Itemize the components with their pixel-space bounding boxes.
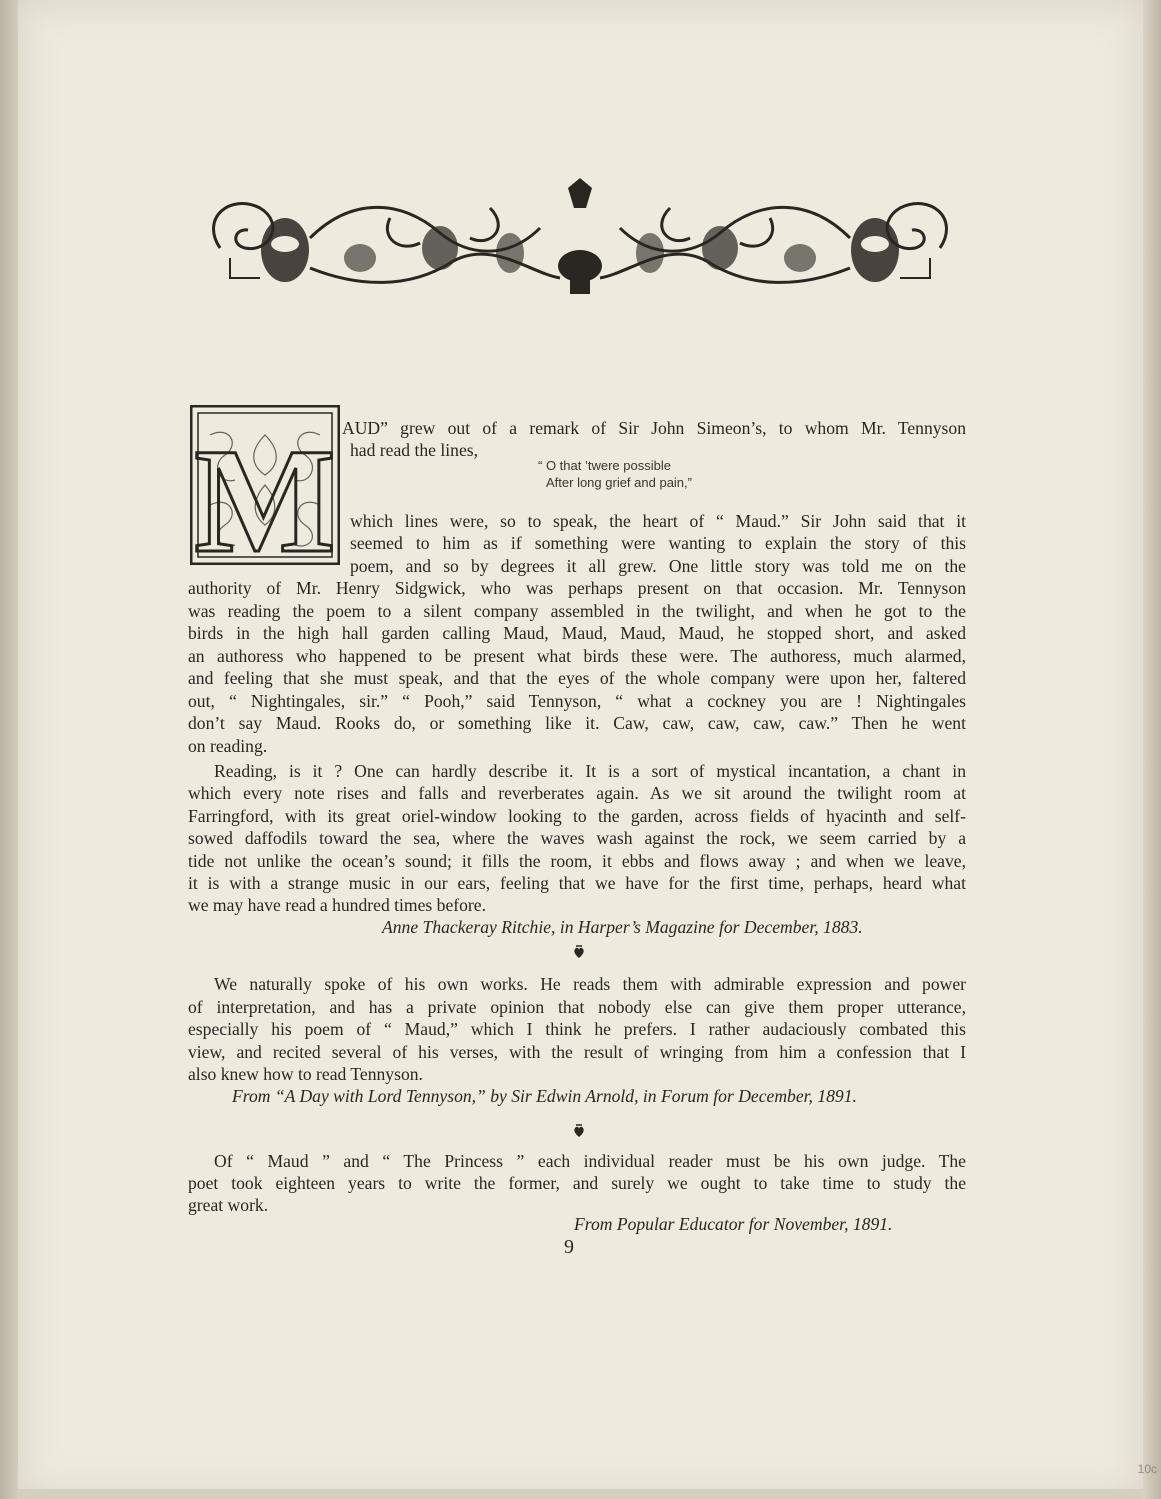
- catalog-mark: 10c: [1137, 1462, 1157, 1476]
- body-text-line: out, “ Nightingales, sir.” “ Pooh,” said Tennyson, “ what a cockney you are ! Nightingales: [188, 691, 966, 711]
- body-text-line: we may have read a hundred times before.: [188, 895, 486, 915]
- body-text-line: Reading, is it ? One can hardly describe it. It is a sort of mystical incantation, a chant in: [214, 761, 966, 781]
- page-edge: [1143, 0, 1161, 1499]
- body-text-line: of interpretation, and has a private opinion that nobody else can give them proper utterance,: [188, 997, 966, 1017]
- citation: From “A Day with Lord Tennyson,” by Sir Edwin Arnold, in Forum for December, 1891.: [232, 1086, 857, 1106]
- body-text-line: and feeling that she must speak, and that the eyes of the whole company were upon her, faltered: [188, 668, 966, 688]
- body-text-line: Of “ Maud ” and “ The Princess ” each individual reader must be his own judge. The: [214, 1151, 966, 1171]
- body-text-line: especially his poem of “ Maud,” which I think he prefers. I rather audaciously combated this: [188, 1019, 966, 1039]
- verse-quotation: [538, 457, 692, 491]
- body-text-line: authority of Mr. Henry Sidgwick, who was perhaps present on that occasion. Mr. Tennyson: [188, 578, 966, 598]
- citation: From Popular Educator for November, 1891.: [574, 1214, 893, 1234]
- page-bottom-edge: [18, 1489, 1143, 1499]
- fleuron-icon: [572, 945, 586, 959]
- body-text-line: view, and recited several of his verses, with the result of wringing from him a confession that I: [188, 1042, 966, 1062]
- body-text-line: great work.: [188, 1195, 269, 1215]
- body-text-line: had read the lines,: [350, 440, 478, 460]
- body-text-line: don’t say Maud. Rooks do, or something like it. Caw, caw, caw, caw, caw.” Then he went: [188, 713, 966, 733]
- body-text-line: birds in the high hall garden calling Maud, Maud, Maud, Maud, he stopped short, and asked: [188, 623, 966, 643]
- body-text-line: also knew how to read Tennyson.: [188, 1064, 423, 1084]
- body-text-line: on reading.: [188, 736, 268, 756]
- body-text-line: sowed daffodils toward the sea, where the waves wash against the rock, we seem carried by a: [188, 828, 966, 848]
- body-text-line: poem, and so by degrees it all grew. One little story was told me on the: [350, 556, 966, 576]
- citation: Anne Thackeray Ritchie, in Harper’s Magazine for December, 1883.: [382, 917, 863, 937]
- body-text-line: it is with a strange music in our ears, feeling that we have for the first time, perhaps, heard what: [188, 873, 966, 893]
- body-text-line: AUD” grew out of a remark of Sir John Simeon’s, to whom Mr. Tennyson: [342, 418, 966, 438]
- body-text-line: which lines were, so to speak, the heart of “ Maud.” Sir John said that it: [350, 511, 966, 531]
- verse-line: “ O that ’twere possible: [538, 458, 671, 473]
- body-text-line: was reading the poem to a silent company assembled in the twilight, and when he got to the: [188, 601, 966, 621]
- body-text-line: poet took eighteen years to write the former, and surely we ought to take time to study the: [188, 1173, 966, 1193]
- body-text-line: an authoress who happened to be present what birds these were. The authoress, much alarmed,: [188, 646, 966, 666]
- illuminated-initial-M-icon: [190, 405, 340, 565]
- body-text-line: seemed to him as if something were wanting to explain the story of this: [350, 533, 966, 553]
- fleuron-icon: [572, 1124, 586, 1138]
- body-text-line: which every note rises and falls and reverberates again. As we sit around the twilight room at: [188, 783, 966, 803]
- verse-line: After long grief and pain,”: [546, 475, 692, 490]
- grotesque-frieze-ornament-icon: [190, 178, 970, 306]
- page-number: 9: [564, 1236, 574, 1258]
- body-text-line: Farringford, with its great oriel-window looking to the garden, across fields of hyacinth and self-: [188, 806, 966, 826]
- drop-cap-letter: M: [194, 418, 336, 565]
- body-text-line: We naturally spoke of his own works. He reads them with admirable expression and power: [214, 974, 966, 994]
- body-text-line: tide not unlike the ocean’s sound; it fills the room, it ebbs and flows away ; and when we leave,: [188, 851, 966, 871]
